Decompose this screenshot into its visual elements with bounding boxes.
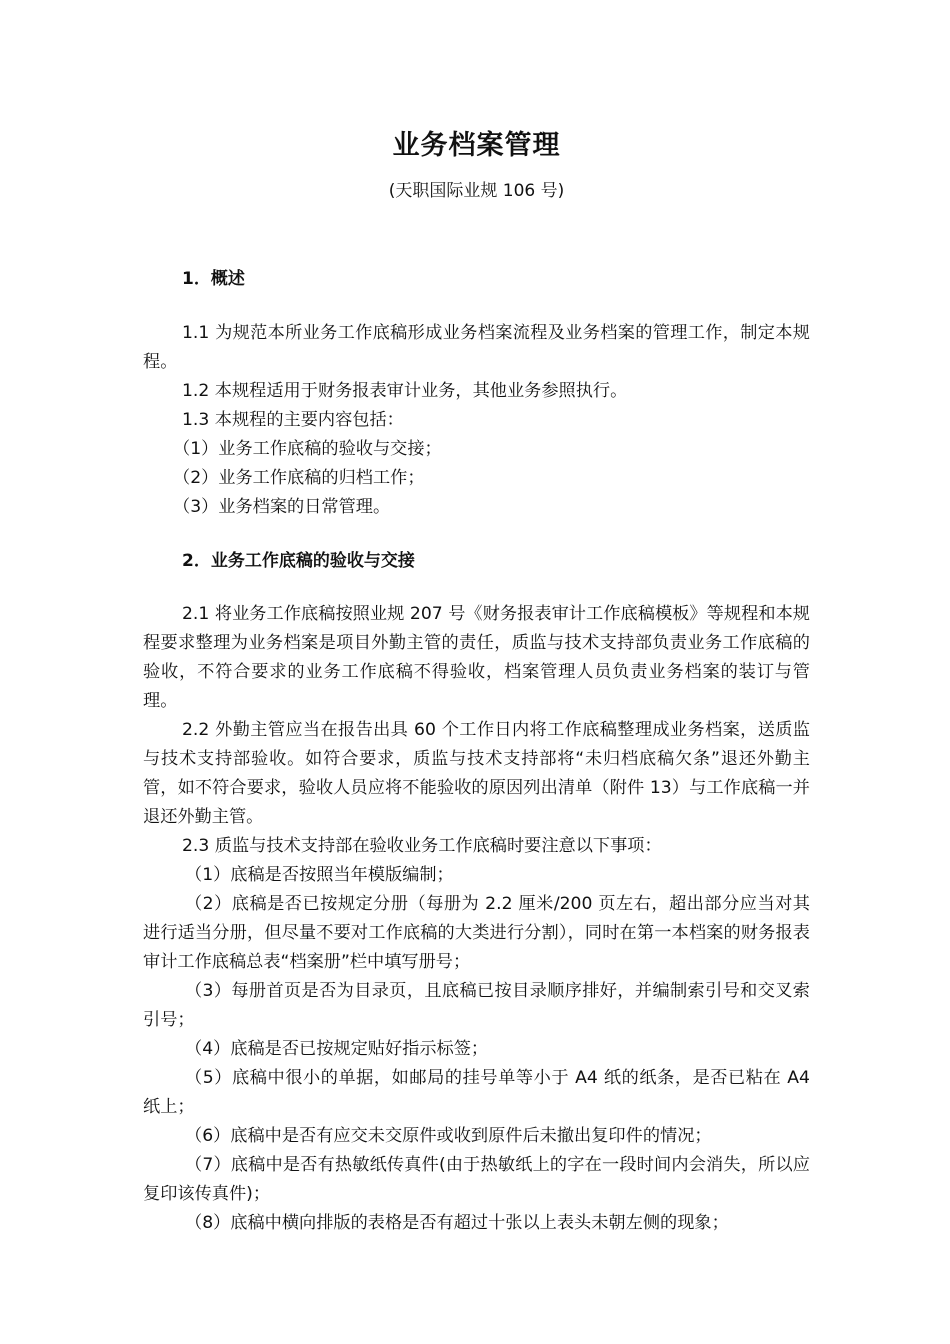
document-page: [143, 128, 810, 1238]
list-item: （6）底稿中是否有应交未交原件或收到原件后未撤出复印件的情况；: [185, 1126, 712, 1146]
list-item: （2）业务工作底稿的归档工作；: [173, 468, 425, 488]
list-item: （1）业务工作底稿的验收与交接；: [173, 439, 442, 459]
list-item: （1）底稿是否按照当年模版编制；: [185, 865, 454, 885]
list-item: （4）底稿是否已按规定贴好指示标签；: [185, 1039, 489, 1059]
section-heading: 2．业务工作底稿的验收与交接: [182, 551, 415, 571]
list-item: （3）每册首页是否为目录页，且底稿已按目录顺序排好，并编制索引号和交叉索引号；: [143, 981, 810, 1030]
paragraph: 1.3 本规程的主要内容包括：: [182, 410, 404, 430]
document-title: 业务档案管理: [392, 130, 561, 161]
list-item: （3）业务档案的日常管理。: [173, 497, 391, 517]
list-item: （8）底稿中横向排版的表格是否有超过十张以上表头未朝左侧的现象；: [185, 1213, 729, 1233]
document-subtitle: (天职国际业规 106 号): [388, 181, 565, 201]
paragraph: 2.1 将业务工作底稿按照业规 207 号《财务报表审计工作底稿模板》等规程和本规程要求整理为业务档案是项目外勤主管的责任，质监与技术支持部负责业务工作底稿的验收，不符合要求的业务工作底稿不得验收，档案管理人员负责业务档案的装订与管理。: [143, 604, 810, 711]
section-heading: 1．概述: [182, 269, 245, 289]
paragraph: 2.2 外勤主管应当在报告出具 60 个工作日内将工作底稿整理成业务档案，送质监与技术支持部验收。如符合要求，质监与技术支持部将“未归档底稿欠条”退还外勤主管，如不符合要求，验收人员应将不能验收的原因列出清单（附件 13）与工作底稿一并退还外勤主管。: [143, 720, 810, 827]
paragraph: 1.2 本规程适用于财务报表审计业务，其他业务参照执行。: [182, 381, 628, 401]
paragraph: 2.3 质监与技术支持部在验收业务工作底稿时要注意以下事项：: [182, 836, 662, 856]
paragraph: 1.1 为规范本所业务工作底稿形成业务档案流程及业务档案的管理工作，制定本规程。: [143, 323, 810, 372]
list-item: （7）底稿中是否有热敏纸传真件(由于热敏纸上的字在一段时间内会消失，所以应复印该传真件)；: [143, 1155, 810, 1204]
list-item: （2）底稿是否已按规定分册（每册为 2.2 厘米/200 页左右，超出部分应当对其进行适当分册，但尽量不要对工作底稿的大类进行分割），同时在第一本档案的财务报表审计工作底稿总表“档案册”栏中填写册号；: [143, 894, 810, 972]
list-item: （5）底稿中很小的单据，如邮局的挂号单等小于 A4 纸的纸条，是否已粘在 A4 纸上；: [143, 1068, 810, 1117]
